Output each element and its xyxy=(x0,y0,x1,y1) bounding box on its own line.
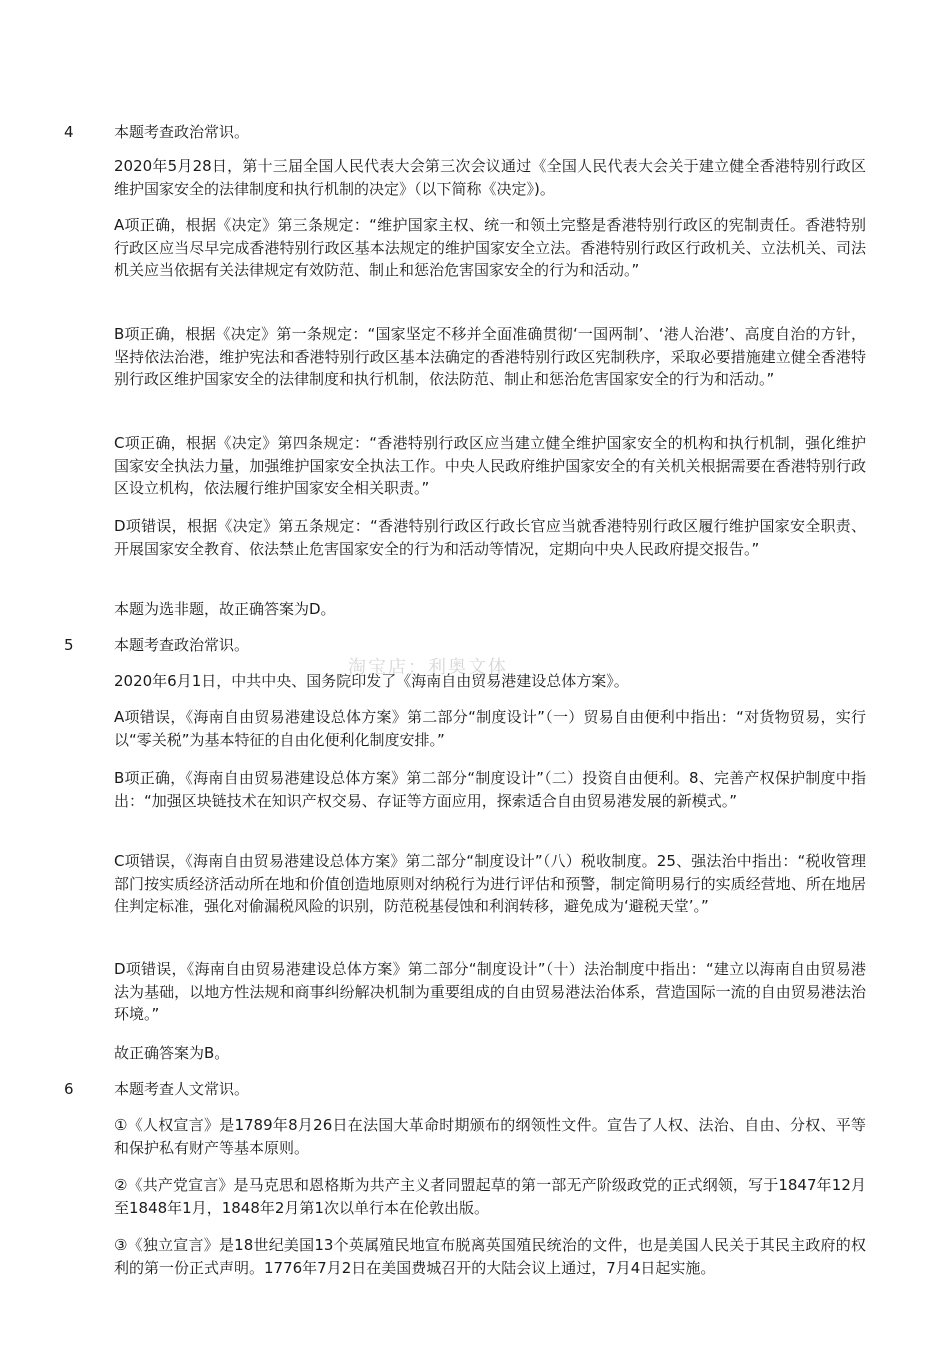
answer-paragraph: 2020年5月28日，第十三届全国人民代表大会第三次会议通过《全国人民代表大会关于建立健全香港特别行政区维护国家安全的法律制度和执行机制的决定》（以下简称《决定》)。 xyxy=(114,157,866,198)
answer-paragraph: D项错误，根据《决定》第五条规定：“香港特别行政区行政长官应当就香港特别行政区履行维护国家安全职责、开展国家安全教育、依法禁止危害国家安全的行为和活动等情况，定期向中央人民政府提交报告。” xyxy=(114,517,866,558)
question-heading: 本题考查人文常识。 xyxy=(114,1080,250,1098)
question-number: 5 xyxy=(64,636,74,654)
answer-paragraph: A项错误，《海南自由贸易港建设总体方案》第二部分“制度设计”（一）贸易自由便利中指出：“对货物贸易，实行以“零关税”为基本特征的自由化便利化制度安排。” xyxy=(114,708,866,749)
question-number: 4 xyxy=(64,123,74,141)
answer-conclusion: 故正确答案为B。 xyxy=(114,1044,230,1062)
answer-paragraph: 2020年6月1日，中共中央、国务院印发了《海南自由贸易港建设总体方案》。 xyxy=(114,672,629,690)
answer-paragraph: ②《共产党宣言》是马克思和恩格斯为共产主义者同盟起草的第一部无产阶级政党的正式纲领，写于1847年12月至1848年1月，1848年2月第1次以单行本在伦敦出版。 xyxy=(114,1176,866,1217)
answer-paragraph: A项正确，根据《决定》第三条规定：“维护国家主权、统一和领土完整是香港特别行政区的宪制责任。香港特别行政区应当尽早完成香港特别行政区基本法规定的维护国家安全立法。香港特别行政区行政机关、立法机关、司法机关应当依据有关法律规定有效防范、制止和惩治危害国家安全的行为和活动。” xyxy=(114,216,866,279)
watermark: 淘宝店：利奥文体 xyxy=(348,657,508,678)
answer-paragraph: B项正确，《海南自由贸易港建设总体方案》第二部分“制度设计”（二）投资自由便利。8、完善产权保护制度中指出：“加强区块链技术在知识产权交易、存证等方面应用，探索适合自由贸易港发展的新模式。” xyxy=(114,769,866,810)
question-heading: 本题考查政治常识。 xyxy=(114,123,250,141)
answer-paragraph: B项正确，根据《决定》第一条规定：“国家坚定不移并全面准确贯彻‘一国两制’、‘港人治港’、高度自治的方针，坚持依法治港，维护宪法和香港特别行政区基本法确定的香港特别行政区宪制秩序，采取必要措施建立健全香港特别行政区维护国家安全的法律制度和执行机制，依法防范、制止和惩治危害国家安全的行为和活动。” xyxy=(114,325,866,388)
question-number: 6 xyxy=(64,1080,74,1098)
answer-paragraph: ①《人权宣言》是1789年8月26日在法国大革命时期颁布的纲领性文件。宣告了人权、法治、自由、分权、平等和保护私有财产等基本原则。 xyxy=(114,1116,866,1157)
answer-paragraph: C项错误，《海南自由贸易港建设总体方案》第二部分“制度设计”（八）税收制度。25、强法治中指出：“税收管理部门按实质经济活动所在地和价值创造地原则对纳税行为进行评估和预警，制定简明易行的实质经营地、所在地居住判定标准，强化对偷漏税风险的识别，防范税基侵蚀和利润转移，避免成为‘避税天堂’。” xyxy=(114,852,866,915)
answer-paragraph: C项正确，根据《决定》第四条规定：“香港特别行政区应当建立健全维护国家安全的机构和执行机制，强化维护国家安全执法力量，加强维护国家安全执法工作。中央人民政府维护国家安全的有关机关根据需要在香港特别行政区设立机构，依法履行维护国家安全相关职责。” xyxy=(114,434,866,497)
answer-conclusion: 本题为选非题，故正确答案为D。 xyxy=(114,600,336,618)
question-heading: 本题考查政治常识。 xyxy=(114,636,250,654)
answer-paragraph: D项错误，《海南自由贸易港建设总体方案》第二部分“制度设计”（十）法治制度中指出：“建立以海南自由贸易港法为基础，以地方性法规和商事纠纷解决机制为重要组成的自由贸易港法治体系，营造国际一流的自由贸易港法治环境。” xyxy=(114,960,866,1023)
answer-paragraph: ③《独立宣言》是18世纪美国13个英属殖民地宣布脱离英国殖民统治的文件，也是美国人民关于其民主政府的权利的第一份正式声明。1776年7月2日在美国费城召开的大陆会议上通过，7月4日起实施。 xyxy=(114,1236,866,1277)
